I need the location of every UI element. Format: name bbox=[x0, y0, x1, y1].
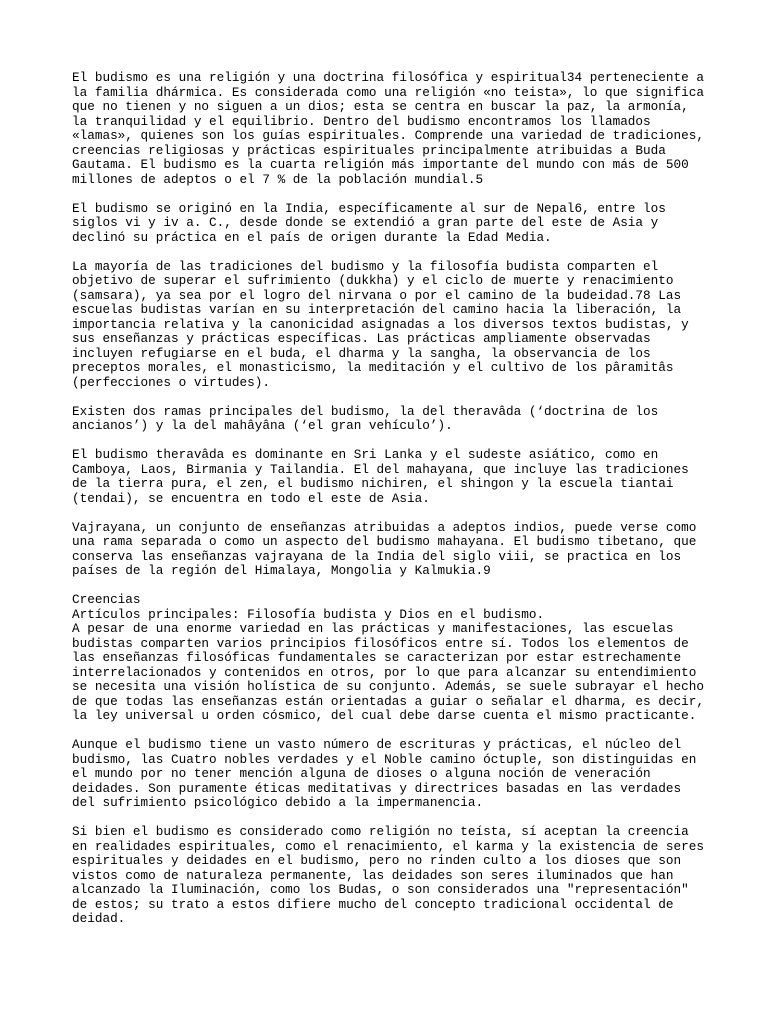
paragraph-origin: El budismo se originó en la India, específicamente al sur de Nepal6, entre los siglos vi y iv a. C., desde donde se extendió a gran parte del este de Asia y declinó su práctica en el país de origen durante la Edad Media. bbox=[72, 200, 666, 245]
section-heading: Creencias bbox=[72, 592, 141, 607]
document-page bbox=[72, 71, 712, 941]
paragraph-theravada: El budismo theravâda es dominante en Sri Lanka y el sudeste asiático, como en Camboya, Laos, Birmania y Tailandia. El del mahayana, que incluye las tradiciones de la tierra pura, el zen, el budismo nichiren, el shingon y la escuela tiantai (tendai), se encuentra en todo el este de Asia. bbox=[72, 447, 689, 506]
paragraph-core: Aunque el budismo tiene un vasto número de escrituras y prácticas, el núcleo del budismo, las Cuatro nobles verdades y el Noble camino óctuple, son distinguidas en el mundo por no tener mención alguna de dioses o alguna noción de veneración deidades. Son puramente éticas meditativas y directrices basadas en las verdades del sufrimiento psicológico debido a la impermanencia. bbox=[72, 737, 697, 810]
section-subheading: Artículos principales: Filosofía budista y Dios en el budismo. bbox=[72, 606, 545, 622]
paragraph-traditions: La mayoría de las tradiciones del budismo y la filosofía budista comparten el objetivo de superar el sufrimiento (dukkha) y el ciclo de muerte y renacimiento (samsara), ya sea por el logro del nirvana o por el camino de la budeidad.78 Las escuelas budistas varían en su interpretación del camino hacia la liberación, la importancia relativa y la canonicidad asignadas a los diversos textos budistas, y sus enseñanzas y prácticas específicas. Las prácticas ampliamente observadas incluyen refugiarse en el buda, el dharma y la sangha, la observancia de los preceptos morales, el monasticismo, la meditación y el cultivo de los pâramitâs (perfecciones o virtudes). bbox=[72, 258, 689, 390]
paragraph-principles: A pesar de una enorme variedad en las prácticas y manifestaciones, las escuelas budistas comparten varios principios filosóficos entre sí. Todos los elementos de las enseñanzas filosóficas fundamentales se caracterizan por estar estrechamente interrelacionados y contenidos en otros, por lo que para alcanzar su entendimiento se necesita una visión holística de su conjunto. Además, se suele subrayar el hecho de que todas las enseñanzas están orientadas a guiar o señalar el dharma, es decir, la ley universal u orden cósmico, del cual debe darse cuenta el mismo practicante. bbox=[72, 621, 704, 723]
paragraph-deities: Si bien el budismo es considerado como religión no teísta, sí aceptan la creencia en realidades espirituales, como el renacimiento, el karma y la existencia de seres espirituales y deidades en el budismo, pero no rinden culto a los dioses que son vistos como de naturaleza permanente, las deidades son seres iluminados que han alcanzado la Iluminación, como los Budas, o son considerados una "representación" de estos; su trato a estos difiere mucho del concepto tradicional occidental de deidad. bbox=[72, 824, 704, 926]
paragraph-branches: Existen dos ramas principales del budismo, la del theravâda (‘doctrina de los ancianos’) y la del mahâyâna (‘el gran vehículo’). bbox=[72, 403, 659, 433]
paragraph-intro: El budismo es una religión y una doctrina filosófica y espiritual34 perteneciente a la familia dhármica. Es considerada como una religión «no teista», lo que significa que no tienen y no siguen a un dios; esta se centra en buscar la paz, la armonía, la tranquilidad y el equilibrio. Dentro del budismo encontramos los llamados «lamas», quienes son los guías espirituales. Comprende una variedad de tradiciones, creencias religiosas y prácticas espirituales principalmente atribuidas a Buda Gautama. El budismo es la cuarta religión más importante del mundo con más de 500 millones de adeptos o el 7 % de la población mundial.5 bbox=[72, 70, 704, 187]
paragraph-vajrayana: Vajrayana, un conjunto de enseñanzas atribuidas a adeptos indios, puede verse como una rama separada o como un aspecto del budismo mahayana. El budismo tibetano, que conserva las enseñanzas vajrayana de la India del siglo viii, se practica en los países de la región del Himalaya, Mongolia y Kalmukia.9 bbox=[72, 519, 697, 578]
